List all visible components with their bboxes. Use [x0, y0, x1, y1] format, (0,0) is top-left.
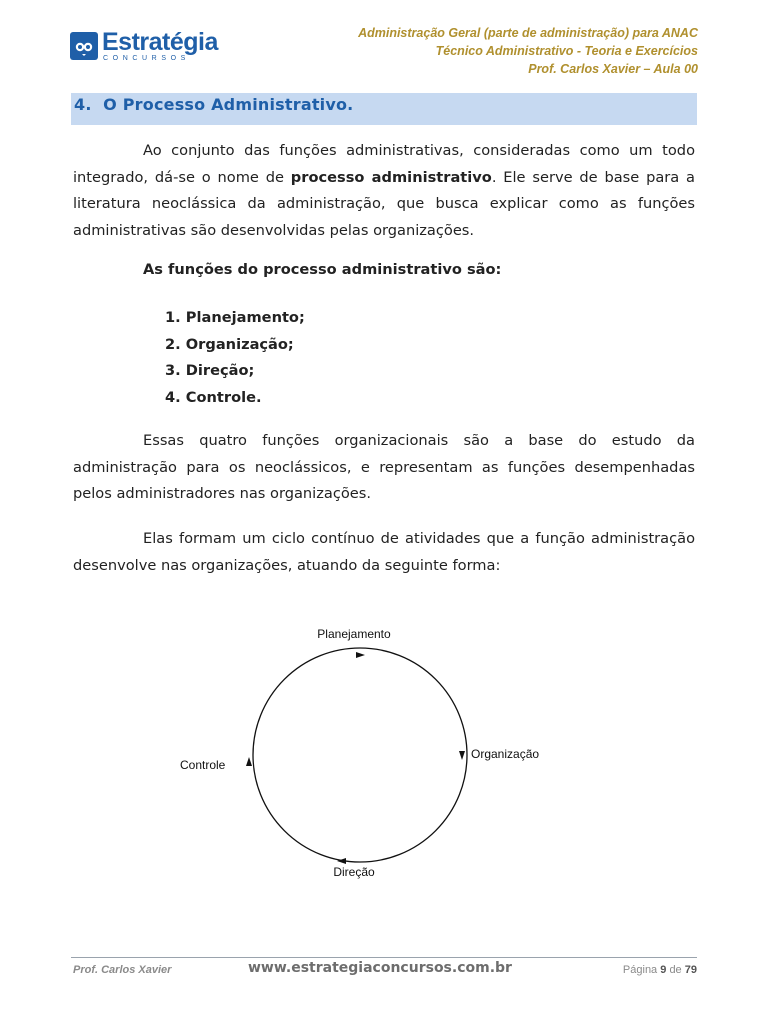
course-lesson: Prof. Carlos Xavier – Aula 00: [528, 62, 698, 76]
arrow-left-icon: [246, 757, 252, 766]
functions-list: [165, 305, 305, 411]
footer-divider: [71, 957, 697, 958]
cycle-circle: [253, 648, 467, 862]
label-organizacao: Organização: [471, 747, 540, 761]
page-total: 79: [684, 964, 697, 976]
section-heading: [74, 95, 353, 114]
section-number: 4.: [74, 95, 92, 114]
footer-author: Prof. Carlos Xavier: [73, 964, 172, 976]
paragraph-cycle: Elas formam um ciclo contínuo de atividades que a função administração desenvolve nas organizações, atuando da seguinte forma:: [73, 530, 695, 574]
list-item: 4. Controle.: [165, 388, 262, 406]
list-item: 3. Direção;: [165, 362, 255, 379]
arrow-bottom-icon: [337, 858, 346, 864]
label-direcao: Direção: [333, 865, 375, 879]
arrow-top-icon: [356, 652, 365, 658]
key-term: processo administrativo: [290, 168, 492, 186]
arrow-right-icon: [459, 751, 465, 760]
page-number: 9: [660, 964, 667, 976]
process-cycle-diagram: [160, 615, 580, 895]
logo-subtitle: CONCURSOS: [103, 55, 190, 62]
page-counter: Página 9 de 79: [622, 964, 697, 976]
course-title: Administração Geral (parte de administração) para ANAC: [358, 26, 698, 40]
estrategia-logo: [70, 30, 230, 70]
paragraph-intro: Ao conjunto das funções administrativas, consideradas como um todo integrado, dá-se o nome de processo administrativo. Ele serve de base para a literatura neoclássica da administração, que busca explicar como as funções administrativas são desenvolvidas pelas organizações.: [73, 142, 695, 239]
label-planejamento: Planejamento: [317, 627, 391, 641]
section-title: O Processo Administrativo.: [103, 95, 354, 114]
course-subtitle: Técnico Administrativo - Teoria e Exercícios: [435, 44, 698, 58]
logo-wordmark: Estratégia: [102, 28, 218, 56]
footer-website-link[interactable]: www.estrategiaconcursos.com.br: [248, 960, 512, 976]
list-heading: As funções do processo administrativo são:: [143, 261, 502, 278]
paragraph-neoclassic: Essas quatro funções organizacionais são a base do estudo da administração para os neoclássicos, e representam as funções desempenhadas pelos administradores nas organizações.: [73, 432, 695, 502]
label-controle: Controle: [180, 758, 226, 772]
course-header: [358, 24, 698, 78]
list-item: 2. Organização;: [165, 335, 294, 353]
owl-logo-icon: [70, 32, 98, 60]
list-item: 1. Planejamento;: [165, 309, 305, 326]
